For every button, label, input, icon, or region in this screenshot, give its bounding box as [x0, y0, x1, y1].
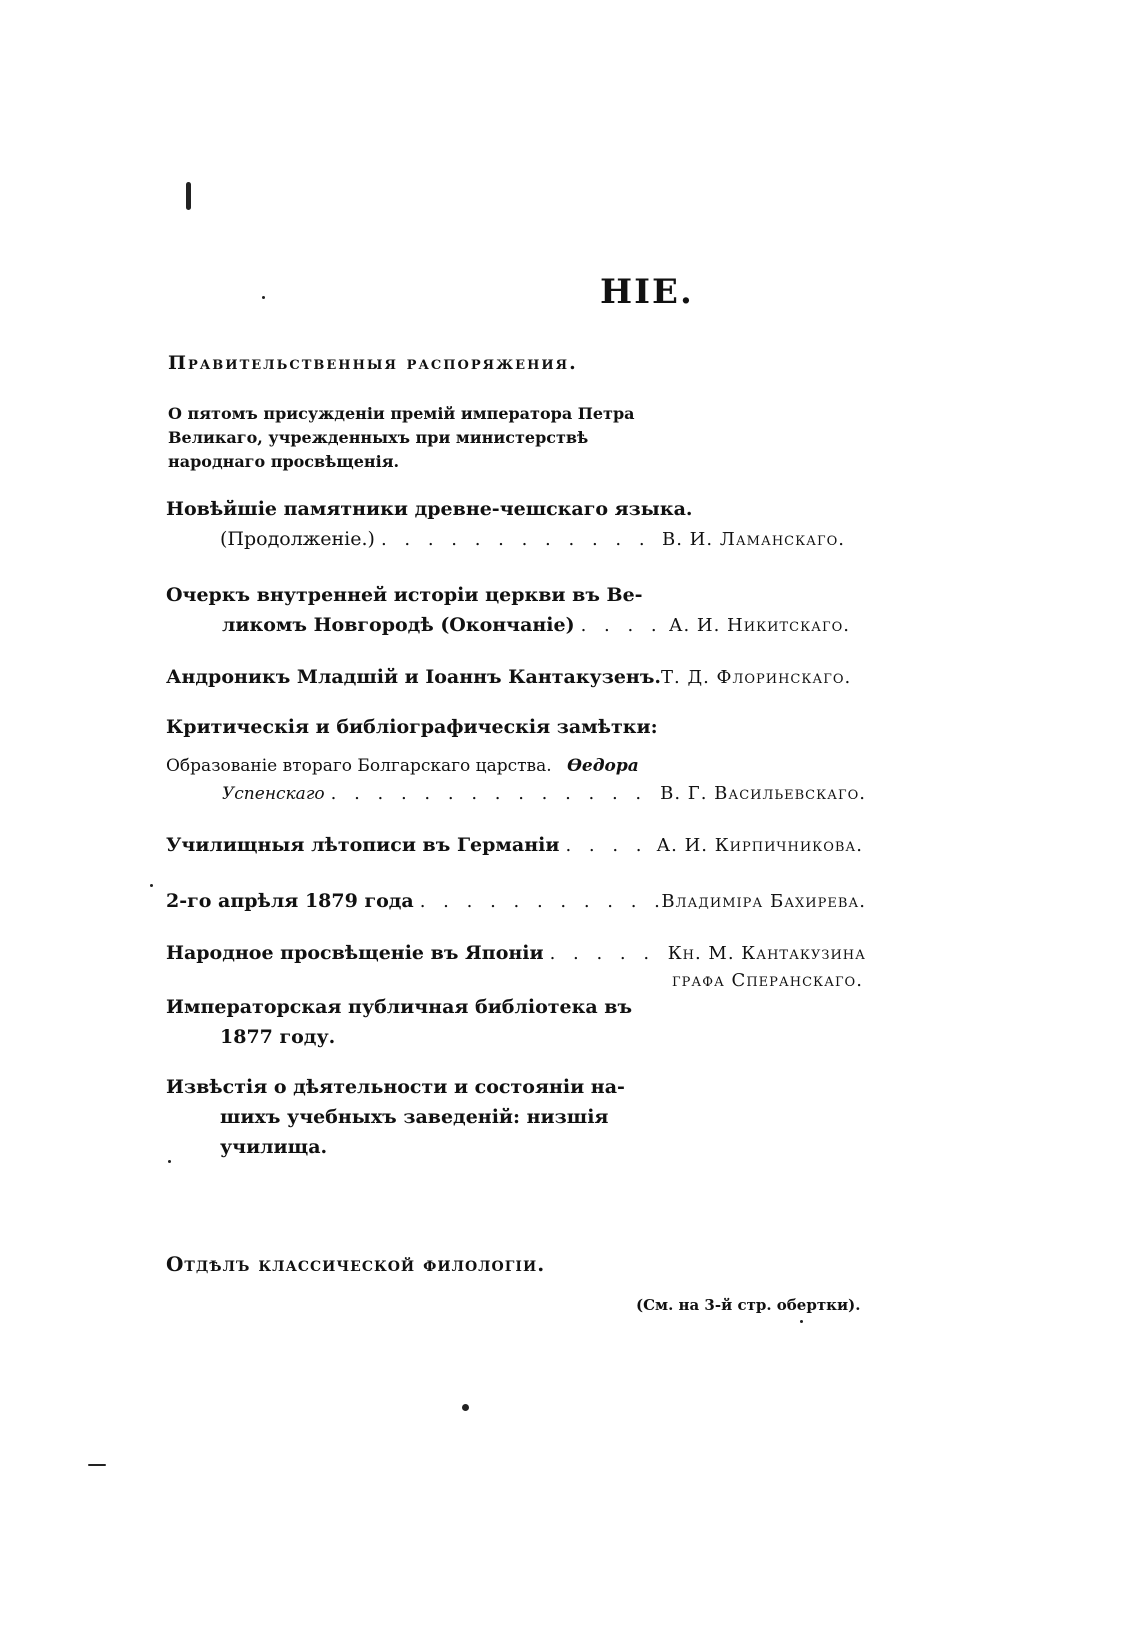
- critical-notes-heading: Критическія и библіографическія замѣтки:: [166, 716, 658, 738]
- scan-speck: [168, 1160, 171, 1163]
- dot-leader: [544, 943, 668, 964]
- toc-entry-5-author: Владиміра Бахирева.: [661, 891, 866, 912]
- toc-entry-4-title: Училищныя лѣтописи въ Германіи: [166, 834, 560, 856]
- toc-entry-5-title: 2-го апрѣля 1879 года: [166, 890, 414, 912]
- toc-entry-5-row: [166, 886, 866, 916]
- scan-speck: [462, 1404, 469, 1411]
- scan-speck: [150, 884, 153, 887]
- critical-item-title-cont: Успенскаго: [222, 784, 325, 804]
- toc-entry-3-author: Т. Д. Флоринскаго.: [661, 667, 852, 688]
- scan-speck: [186, 182, 191, 210]
- decree-text: О пятомъ присужденіи премій императора Петра Великаго, учрежденныхъ при министерствѣ народнаго просвѣщенія.: [168, 404, 635, 471]
- library-title-cont: 1877 году.: [220, 1026, 336, 1048]
- critical-item-title: [166, 752, 639, 780]
- critical-item-author: В. Г. Васильевскаго.: [660, 783, 866, 804]
- dot-leader: [325, 783, 660, 804]
- toc-entry-4-author: А. И. Кирпичникова.: [656, 835, 863, 856]
- news-title-cont: шихъ учебныхъ заведеній: низшія: [220, 1106, 609, 1128]
- dot-leader: [414, 891, 662, 912]
- footnote: (См. на 3-й стр. обертки).: [636, 1296, 861, 1314]
- toc-entry-2-title-cont: ликомъ Новгородѣ (Окончаніе): [222, 614, 575, 636]
- toc-entry-2-author: А. И. Никитскаго.: [668, 615, 850, 636]
- critical-item-title-text: Образованіе втораго Болгарскаго царства.: [166, 756, 552, 776]
- dot-leader: [575, 615, 669, 636]
- toc-entry-1-title-cont: (Продолженіе.): [220, 528, 375, 550]
- news-title: Извѣстія о дѣятельности и состояніи на-: [166, 1076, 625, 1098]
- toc-entry-2-title: Очеркъ внутренней исторіи церкви въ Ве-: [166, 584, 643, 606]
- toc-entry-3-row: [166, 662, 852, 692]
- dot-leader: [559, 835, 656, 856]
- toc-entry-1-author: В. И. Ламанскаго.: [661, 529, 845, 550]
- toc-entry-1-row: [220, 524, 845, 555]
- toc-entry-6-author: Кн. М. Кантакузина: [667, 943, 866, 964]
- toc-entry-2-row: [222, 610, 850, 640]
- critical-item-row: [222, 780, 866, 808]
- scan-speck: [88, 1464, 106, 1466]
- news-title-cont-2: училища.: [220, 1136, 328, 1158]
- critical-item-author-name: Өедора: [567, 756, 639, 776]
- section-government-heading: Правительственныя распоряжения.: [168, 352, 578, 374]
- toc-entry-3-title: Андроникъ Младшій и Іоаннъ Кантакузенъ.: [166, 666, 662, 688]
- toc-entry-4-row: [166, 830, 863, 860]
- toc-entry-6-author-2: графа Сперанскаго.: [672, 970, 863, 991]
- section-classical-heading: Отдѣлъ классической филологіи.: [166, 1252, 546, 1276]
- toc-entry-6-title: Народное просвѣщеніе въ Японіи: [166, 942, 544, 964]
- library-title: Императорская публичная библіотека въ: [166, 996, 633, 1018]
- scan-speck: [800, 1320, 803, 1323]
- scan-speck: [262, 296, 265, 299]
- dot-leader: [375, 525, 662, 555]
- page-heading: НІЕ.: [600, 272, 694, 312]
- toc-entry-1-title: Новѣйшіе памятники древне-чешскаго языка.: [166, 498, 693, 520]
- toc-entry-6-row: [166, 938, 866, 968]
